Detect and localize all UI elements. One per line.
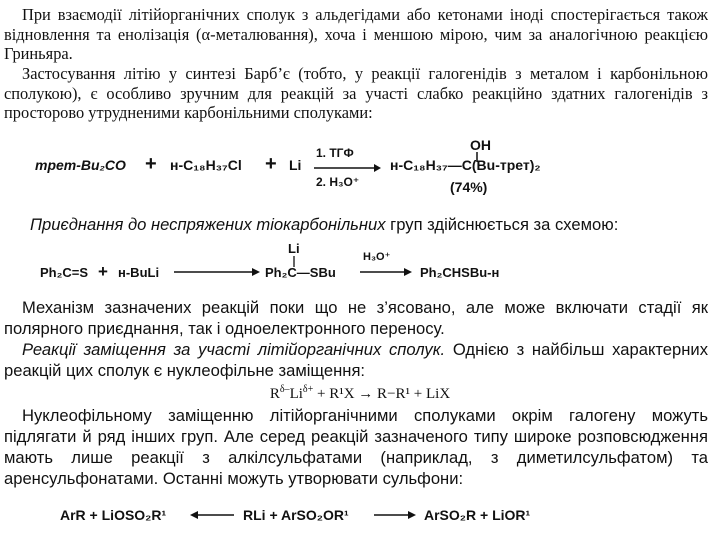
paragraph-intro: При взаємодії літійорганічних сполук з альдегідами або кетонами іноді спостерігається також відновлення та енолізація (α-металювання), хоча і меншою мірою, чим за аналогічною реакцією Гриньяра.: [4, 5, 708, 64]
rx1-step1: 1. ТГФ: [316, 146, 354, 160]
paragraph-mechanism: Механізм зазначених реакцій поки що не з’ясовано, але може включати стадії як полярного приєднання, так і одноелектронного переносу.: [4, 298, 708, 338]
rx1-reagent-li: Li: [289, 157, 302, 173]
rx2-arrow1: [172, 267, 262, 277]
rx1-product: н-C₁₈H₃₇—C(Bu-трет)₂: [390, 157, 541, 173]
rx2-product: Ph₂CHSBu-н: [420, 265, 500, 280]
paragraph-thiocarbonyl: [30, 214, 710, 235]
reaction-scheme-thiocarbonyl: [0, 238, 720, 288]
rx2-reagent: H₃O⁺: [363, 251, 391, 263]
rx2-reactant2: н-BuLi: [118, 265, 160, 280]
rx1-product-right: C(Bu-трет)₂: [461, 157, 541, 173]
rx1-yield: (74%): [450, 179, 488, 195]
formula-delta-minus: δ–: [279, 384, 290, 395]
rx3-reactants: RLi + ArSO₂OR¹: [243, 507, 349, 523]
rx1-step2: 2. H₃O⁺: [316, 175, 360, 189]
paragraph-barbier: Застосування літію у синтезі Барб’є (тобто, у реакції галогенідів з металом і карбонільною сполукою), є особливо зручним для реакцій за участі слабко реакційно здатних галогенідів з просторово утрудненими карбонільними сполуками:: [4, 64, 708, 123]
formula-delta-plus: δ+: [302, 384, 314, 395]
rx1-plus1: +: [145, 153, 157, 175]
rx3-arrow-right: [372, 510, 418, 520]
rx2-plus: +: [98, 262, 108, 281]
formula-li: Li: [289, 386, 303, 402]
formula-r: R: [269, 386, 280, 402]
formula-rest: + R¹X → R−R¹ + LiX: [313, 386, 451, 402]
reaction-scheme-barbier: [0, 135, 720, 205]
rx1-arrow: [312, 163, 382, 173]
rx1-product-left: н-C₁₈H₃₇: [390, 157, 448, 173]
p3-rest: груп здійснюється за схемою:: [385, 215, 619, 234]
rx2-reactant1: Ph₂C=S: [40, 265, 89, 280]
paragraph-sulfonates: Нуклеофільному заміщенню літійорганічними сполуками окрім галогену можуть підлягати й ряд інших груп. Але серед реакцій зазначеного типу широке розповсюдження мають лише реакції з алкілсульфатами (наприклад, з диметилсульфатом) та аренсульфонатами. Останні можуть утворювати сульфони:: [4, 406, 708, 488]
rx1-plus2: +: [265, 153, 277, 175]
p5-italic: Реакції заміщення за участі літійорганічних сполук.: [22, 340, 446, 359]
rx3-right-product: ArSO₂R + LiOR¹: [424, 507, 531, 523]
rx2-li: Li: [288, 241, 300, 256]
substitution-formula: [0, 384, 720, 403]
rx1-reactant2: н-C₁₈H₃₇Cl: [170, 157, 242, 173]
rx3-arrow-left: [190, 510, 236, 520]
reaction-scheme-sulfonates: [0, 500, 720, 534]
p5-rest: Однією з найбільш характерних реакцій цих сполук є нуклеофільне заміщення:: [4, 340, 708, 380]
paragraph-substitution: [4, 339, 708, 381]
rx1-reactant1: трет-Bu₂CO: [35, 157, 126, 173]
p3-italic: Приєднання до неспряжених тіокарбонільних: [30, 215, 386, 234]
rx1-product-oh: OH: [470, 137, 491, 153]
rx3-left-product: ArR + LiOSO₂R¹: [60, 507, 167, 523]
rx2-intermediate: Ph₂C—SBu: [265, 265, 336, 280]
rx2-arrow2: [358, 267, 413, 277]
